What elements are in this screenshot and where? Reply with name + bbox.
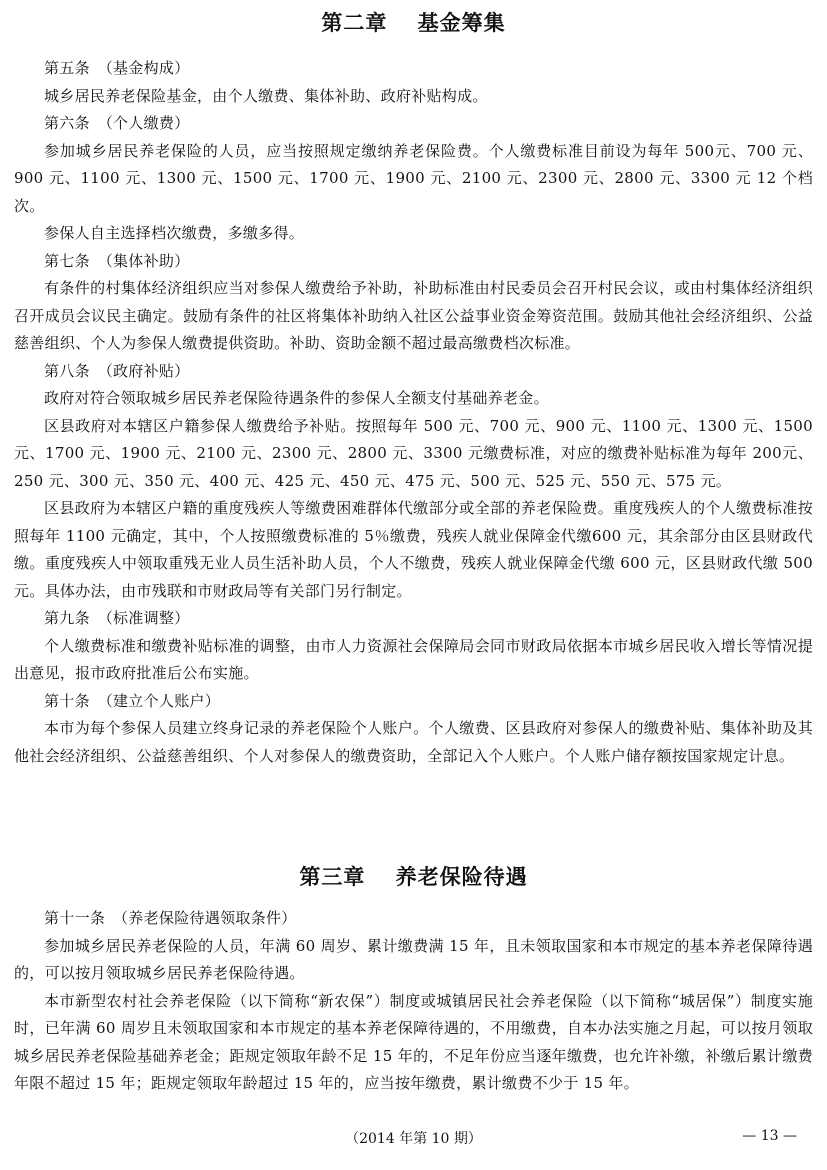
article-heading: 第十条 （建立个人账户） xyxy=(44,691,221,710)
article-8 xyxy=(14,358,813,606)
chapter-2-body xyxy=(14,55,813,770)
article-paragraph: 区县政府为本辖区户籍的重度残疾人等缴费困难群体代缴部分或全部的养老保险费。重度残疾人的个人缴费标准按照每年 1100 元确定，其中，个人按照缴费标准的 5％缴费，残疾人就业保障金代缴600 元，其余部分由区县财政代缴。重度残疾人中领取重残无业人员生活补助人员，个人不缴费，残疾人就业保障金代缴 600 元，区县财政代缴 500 元。具体办法，由市残联和市财政局等有关部门另行制定。 xyxy=(14,499,813,600)
article-heading: 第十一条 （养老保险待遇领取条件） xyxy=(44,909,297,927)
article-heading: 第九条 （标准调整） xyxy=(44,609,190,627)
page-footer xyxy=(0,1128,827,1152)
article-7 xyxy=(14,248,813,358)
article-paragraph: 城乡居民养老保险基金，由个人缴费、集体补助、政府补贴构成。 xyxy=(44,86,488,105)
article-heading: 第七条 （集体补助） xyxy=(44,251,190,270)
article-5 xyxy=(14,55,813,110)
article-paragraph: 本市新型农村社会养老保险（以下简称“新农保”）制度或城镇居民社会养老保险（以下简称“城居保”）制度实施时，已年满 60 周岁且未领取国家和本市规定的基本养老保障待遇的，不用缴费，自本办法实施之月起，可以按月领取城乡居民养老保险基础养老金；距规定领取年龄不足 15 年的，不足年份应当逐年缴费，也允许补缴，补缴后累计缴费年限不超过 15 年；距规定领取年龄超过 15 年的，应当按年缴费，累计缴费不少于 15 年。 xyxy=(14,991,813,1092)
article-heading: 第六条 （个人缴费） xyxy=(44,114,190,132)
chapter-2-title: 第二章 基金筹集 xyxy=(321,10,506,35)
article-9 xyxy=(14,605,813,688)
chapter-3-body xyxy=(14,905,813,1098)
article-paragraph: 区县政府对本辖区户籍参保人缴费给予补贴。按照每年 500 元、700 元、900 元、1100 元、1300 元、1500 元、1700 元、1900 元、2100 元、2300 元、2800 元、3300 元缴费标准，对应的缴费补贴标准为每年 200元、250 元、300 元、350 元、400 元、425 元、450 元、475 元、500 元、525 元、550 元、575 元。 xyxy=(14,416,813,490)
issue-label: （2014 年第 10 期） xyxy=(345,1131,482,1147)
article-heading: 第五条 （基金构成） xyxy=(44,59,190,77)
page-number: — 13 — xyxy=(742,1128,797,1144)
article-paragraph: 参加城乡居民养老保险的人员，应当按照规定缴纳养老保险费。个人缴费标准目前设为每年 500元、700 元、900 元、1100 元、1300 元、1500 元、1700 元、1900 元、2100 元、2300 元、2800 元、3300 元 12 个档次。 xyxy=(14,141,813,215)
article-10 xyxy=(14,688,813,771)
article-paragraph: 个人缴费标准和缴费补贴标准的调整，由市人力资源社会保障局会同市财政局依据本市城乡居民收入增长等情况提出意见，报市政府批准后公布实施。 xyxy=(14,636,813,682)
article-paragraph: 政府对符合领取城乡居民养老保险待遇条件的参保人全额支付基础养老金。 xyxy=(44,389,549,407)
article-paragraph: 有条件的村集体经济组织应当对参保人缴费给予补助，补助标准由村民委员会召开村民会议，或由村集体经济组织召开成员会议民主确定。鼓励有条件的社区将集体补助纳入社区公益事业资金筹资范围。鼓励其他社会经济组织、公益慈善组织、个人为参保人缴费提供资助。补助、资助金额不超过最高缴费档次标准。 xyxy=(14,279,813,352)
article-heading: 第八条 （政府补贴） xyxy=(44,361,190,380)
chapter-3-title: 第三章 养老保险待遇 xyxy=(299,864,528,889)
article-paragraph: 参保人自主选择档次缴费，多缴多得。 xyxy=(44,224,305,242)
article-paragraph: 参加城乡居民养老保险的人员，年满 60 周岁、累计缴费满 15 年，且未领取国家和本市规定的基本养老保障待遇的，可以按月领取城乡居民养老保险待遇。 xyxy=(14,936,813,982)
article-paragraph: 本市为每个参保人员建立终身记录的养老保险个人账户。个人缴费、区县政府对参保人的缴费补贴、集体补助及其他社会经济组织、公益慈善组织、个人对参保人的缴费资助，全部记入个人账户。个人账户储存额按国家规定计息。 xyxy=(14,719,813,765)
article-6 xyxy=(14,110,813,248)
article-11 xyxy=(14,905,813,1098)
